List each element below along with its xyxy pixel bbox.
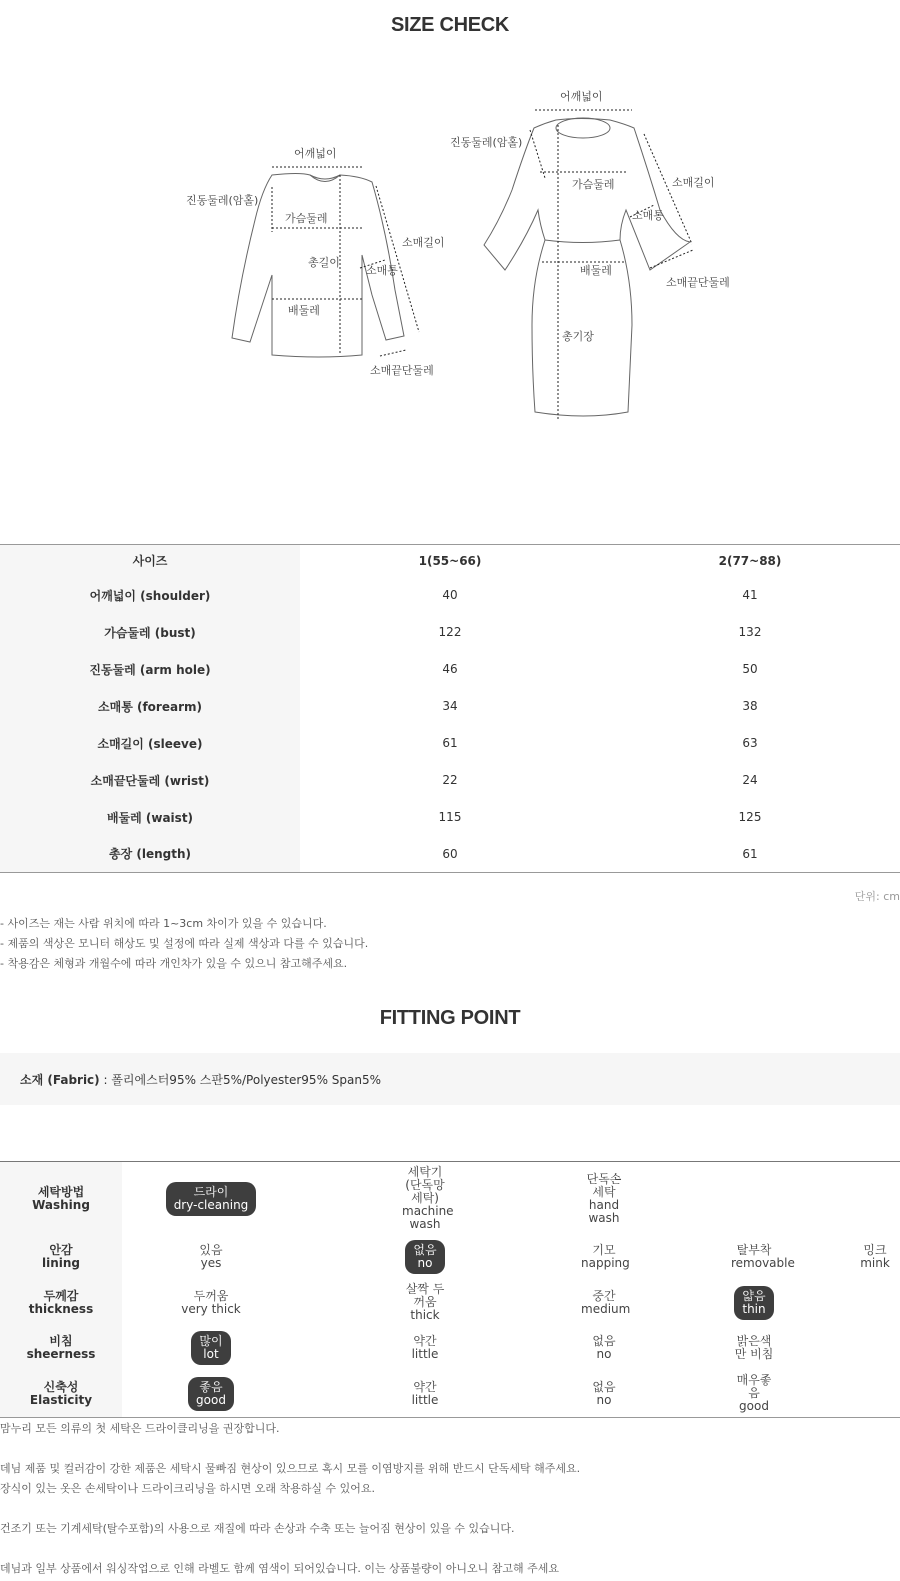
fitting-option bbox=[723, 1370, 785, 1417]
care-line: 데님 제품 및 컬러감이 강한 제품은 세탁시 물빠짐 현상이 있으므로 혹시 모를 이염방지를 위해 반드시 단독세탁 해주세요. bbox=[0, 1462, 581, 1475]
option-ko: 없음 bbox=[592, 1334, 616, 1348]
option-ko: 없음 bbox=[592, 1379, 616, 1394]
fitting-row-label bbox=[0, 1326, 122, 1370]
care-line: 건조기 또는 기계세탁(탈수포함)의 사용으로 재질에 따라 손상과 수축 또는 늘어짐 현상이 있을 수 있습니다. bbox=[0, 1522, 515, 1535]
table-row bbox=[0, 799, 900, 836]
size-check-title: SIZE CHECK bbox=[390, 14, 510, 36]
fabric-info bbox=[0, 1053, 900, 1105]
fitting-cell bbox=[550, 1235, 658, 1279]
fitting-option-selected bbox=[734, 1286, 773, 1320]
row-label: 가슴둘레 (bust) bbox=[0, 614, 300, 651]
care-line bbox=[0, 1539, 580, 1559]
dress-label-length: 총기장 bbox=[562, 330, 594, 343]
dress-label-bust: 가슴둘레 bbox=[572, 178, 615, 191]
fitting-label-ko: 안감 bbox=[49, 1243, 73, 1257]
fitting-cell bbox=[850, 1235, 900, 1279]
fitting-label-en: Elasticity bbox=[29, 1392, 93, 1407]
top-label-sleeve: 소매길이 bbox=[402, 236, 445, 249]
care-line bbox=[0, 1499, 580, 1519]
fitting-cell bbox=[850, 1162, 900, 1236]
fitting-option bbox=[584, 1331, 623, 1365]
unit-label: 단위: cm bbox=[854, 890, 900, 903]
top-label-length: 총길이 bbox=[308, 256, 340, 269]
fitting-row bbox=[0, 1279, 900, 1326]
fitting-row bbox=[0, 1370, 900, 1418]
fabric-label: 소재 (Fabric) bbox=[20, 1073, 100, 1087]
fitting-cell bbox=[550, 1279, 658, 1326]
fitting-option-selected bbox=[188, 1377, 234, 1411]
table-row bbox=[0, 762, 900, 799]
fitting-cell bbox=[850, 1279, 900, 1326]
top-label-shoulder: 어깨넓이 bbox=[294, 147, 337, 160]
fitting-option bbox=[394, 1279, 456, 1326]
care-line: 장식이 있는 옷은 손세탁이나 드라이크리닝을 하시면 오래 착용하실 수 있어요. bbox=[0, 1482, 375, 1495]
option-en: yes bbox=[200, 1256, 222, 1270]
row-value: 22 bbox=[442, 773, 458, 787]
fitting-option-selected bbox=[166, 1182, 257, 1216]
fitting-option bbox=[723, 1240, 795, 1274]
note-line: - 사이즈는 재는 사람 위치에 따라 1~3cm 차이가 있을 수 있습니다. bbox=[0, 917, 327, 930]
option-en: mink bbox=[860, 1256, 890, 1270]
row-value: 115 bbox=[438, 810, 462, 824]
fitting-cell bbox=[122, 1370, 300, 1418]
option-en: thin bbox=[742, 1301, 766, 1316]
row-value: 61 bbox=[742, 846, 758, 861]
option-en: thick bbox=[410, 1308, 440, 1322]
option-en: no bbox=[596, 1392, 612, 1407]
row-value: 61 bbox=[442, 736, 458, 750]
top-measure-lines bbox=[272, 167, 419, 356]
dress-label-forearm: 소매통 bbox=[632, 209, 664, 222]
fitting-cell bbox=[122, 1235, 300, 1279]
table-row bbox=[0, 577, 900, 614]
fitting-label-en: thickness bbox=[28, 1301, 94, 1316]
fitting-option bbox=[573, 1286, 635, 1320]
option-en: medium bbox=[581, 1301, 631, 1316]
fitting-option-selected bbox=[191, 1331, 230, 1365]
fitting-cell bbox=[658, 1279, 850, 1326]
option-ko: 약간 bbox=[413, 1334, 437, 1348]
option-en: napping bbox=[581, 1256, 630, 1270]
fitting-cell bbox=[658, 1235, 850, 1279]
option-ko: 없음 bbox=[413, 1243, 437, 1257]
option-ko: 드라이 bbox=[193, 1184, 229, 1199]
row-value: 40 bbox=[442, 588, 458, 602]
fitting-option bbox=[404, 1331, 447, 1365]
fitting-cell bbox=[300, 1279, 550, 1326]
size-table-header bbox=[0, 545, 900, 577]
fitting-label-ko: 세탁방법 bbox=[37, 1184, 85, 1199]
fitting-cell bbox=[300, 1235, 550, 1279]
fitting-cell bbox=[300, 1162, 550, 1236]
fitting-label-ko: 신축성 bbox=[43, 1379, 79, 1394]
option-ko: 좋음 bbox=[199, 1379, 223, 1394]
fitting-cell bbox=[658, 1326, 850, 1370]
row-value: 63 bbox=[742, 736, 758, 750]
fitting-label-en: sheerness bbox=[26, 1347, 96, 1361]
dress-label-sleeve: 소매길이 bbox=[672, 176, 715, 189]
fitting-option bbox=[573, 1169, 635, 1229]
row-label: 소매통 (forearm) bbox=[0, 688, 300, 725]
fitting-row bbox=[0, 1162, 900, 1236]
fitting-cell bbox=[122, 1162, 300, 1236]
fitting-option bbox=[191, 1240, 230, 1274]
fitting-cell bbox=[550, 1370, 658, 1418]
fitting-row-label bbox=[0, 1235, 122, 1279]
option-en: very thick bbox=[181, 1301, 241, 1316]
fitting-row-label bbox=[0, 1370, 122, 1418]
dress-label-wrist: 소매끝단둘레 bbox=[666, 276, 730, 289]
option-ko: 세탁기(단독망세탁) bbox=[405, 1165, 445, 1205]
fitting-option bbox=[723, 1331, 785, 1365]
row-label: 소매끝단둘레 (wrist) bbox=[0, 762, 300, 799]
fitting-cell bbox=[550, 1162, 658, 1236]
row-value: 46 bbox=[442, 662, 458, 676]
row-value: 122 bbox=[438, 625, 462, 639]
care-line: 맘누리 모든 의류의 첫 세탁은 드라이클리닝을 권장합니다. bbox=[0, 1422, 280, 1435]
fitting-option bbox=[394, 1162, 456, 1235]
option-ko: 밝은색만 비침 bbox=[734, 1334, 774, 1361]
option-en: good bbox=[739, 1399, 769, 1413]
dress-label-waist: 배둘레 bbox=[580, 264, 612, 277]
row-value: 125 bbox=[738, 810, 762, 824]
fitting-cell bbox=[658, 1370, 850, 1418]
fitting-cell bbox=[122, 1279, 300, 1326]
fitting-cell bbox=[658, 1162, 850, 1236]
fitting-label-en: lining bbox=[41, 1256, 80, 1270]
fitting-row-label bbox=[0, 1279, 122, 1326]
note-line: - 제품의 색상은 모니터 해상도 및 설정에 따라 실제 색상과 다를 수 있습니다. bbox=[0, 937, 369, 950]
row-value: 50 bbox=[742, 662, 758, 676]
fitting-option bbox=[867, 1389, 883, 1397]
row-label: 소매길이 (sleeve) bbox=[0, 725, 300, 762]
option-ko: 얇음 bbox=[742, 1288, 766, 1303]
size-notes bbox=[0, 914, 368, 974]
note-line: - 착용감은 체형과 개월수에 따라 개인차가 있을 수 있으니 참고해주세요. bbox=[0, 957, 348, 970]
fitting-option bbox=[173, 1286, 249, 1320]
dress-label-armhole: 진동둘레(암홀) bbox=[450, 136, 523, 149]
row-value: 60 bbox=[442, 846, 458, 861]
option-en: little bbox=[411, 1392, 439, 1407]
fitting-cell bbox=[850, 1326, 900, 1370]
option-en: no bbox=[417, 1256, 433, 1270]
option-en: little bbox=[411, 1347, 439, 1361]
fitting-cell bbox=[122, 1326, 300, 1370]
row-value: 24 bbox=[742, 773, 758, 787]
care-notes bbox=[0, 1419, 580, 1579]
row-value: 41 bbox=[742, 588, 758, 602]
fitting-option bbox=[573, 1240, 635, 1274]
size-diagram bbox=[0, 80, 900, 440]
option-ko: 약간 bbox=[413, 1379, 437, 1394]
option-en: removable bbox=[731, 1256, 795, 1270]
top-label-waist: 배둘레 bbox=[288, 304, 320, 317]
row-label: 진동둘레 (arm hole) bbox=[0, 651, 300, 688]
row-value: 132 bbox=[738, 625, 762, 639]
option-ko: 살짝 두꺼움 bbox=[405, 1282, 445, 1309]
option-ko: 있음 bbox=[199, 1243, 223, 1257]
fitting-row bbox=[0, 1235, 900, 1279]
fitting-cell bbox=[550, 1326, 658, 1370]
table-row bbox=[0, 836, 900, 873]
size-table bbox=[0, 544, 900, 873]
fitting-table bbox=[0, 1161, 900, 1418]
row-label: 배둘레 (waist) bbox=[0, 799, 300, 836]
row-value: 34 bbox=[442, 699, 458, 713]
fitting-option bbox=[867, 1298, 883, 1306]
option-en: hand wash bbox=[588, 1197, 620, 1225]
fitting-point-title: FITTING POINT bbox=[379, 1007, 521, 1029]
option-ko: 중간 bbox=[592, 1288, 616, 1303]
table-row bbox=[0, 651, 900, 688]
fitting-option bbox=[867, 1344, 883, 1352]
size-header-label: 사이즈 bbox=[0, 545, 300, 577]
fitting-option bbox=[584, 1377, 623, 1411]
fitting-option-selected bbox=[405, 1240, 444, 1274]
care-line bbox=[0, 1439, 580, 1459]
top-label-wrist: 소매끝단둘레 bbox=[370, 364, 434, 377]
fitting-label-en: Washing bbox=[32, 1197, 90, 1212]
option-ko: 매우좋음 bbox=[736, 1373, 772, 1400]
fabric-value: : 폴리에스터95% 스판5%/Polyester95% Span5% bbox=[99, 1073, 382, 1087]
fitting-option bbox=[852, 1240, 898, 1274]
top-label-forearm: 소매통 bbox=[366, 264, 398, 277]
size-header-1: 1(55~66) bbox=[418, 553, 482, 568]
option-ko: 기모 bbox=[592, 1243, 616, 1257]
option-ko: 단독손세탁 bbox=[586, 1171, 622, 1199]
option-ko: 두꺼움 bbox=[193, 1288, 229, 1303]
option-ko: 밍크 bbox=[863, 1243, 887, 1257]
fitting-row bbox=[0, 1326, 900, 1370]
option-ko: 많이 bbox=[199, 1334, 223, 1348]
top-label-bust: 가슴둘레 bbox=[285, 212, 328, 225]
fitting-label-ko: 비침 bbox=[49, 1334, 73, 1348]
fitting-cell bbox=[850, 1370, 900, 1418]
row-label: 어깨넓이 (shoulder) bbox=[0, 577, 300, 614]
fitting-option bbox=[404, 1377, 447, 1411]
table-row bbox=[0, 688, 900, 725]
size-header-2: 2(77~88) bbox=[718, 553, 782, 568]
option-en: lot bbox=[203, 1347, 219, 1361]
option-en: machine wash bbox=[402, 1204, 454, 1231]
table-row bbox=[0, 725, 900, 762]
fitting-option bbox=[746, 1194, 762, 1202]
row-label: 총장 (length) bbox=[0, 836, 300, 873]
option-en: good bbox=[196, 1392, 226, 1407]
top-label-armhole: 진동둘레(암홀) bbox=[186, 194, 259, 207]
fitting-label-ko: 두께감 bbox=[43, 1288, 79, 1303]
option-ko: 탈부착 bbox=[736, 1243, 772, 1257]
dress-label-shoulder: 어깨넓이 bbox=[560, 90, 603, 103]
care-line: 데님과 일부 상품에서 워싱작업으로 인해 라벨도 함께 염색이 되어있습니다. 이는 상품불량이 아니오니 참고해 주세요 bbox=[0, 1562, 559, 1575]
fitting-option bbox=[867, 1194, 883, 1202]
table-row bbox=[0, 614, 900, 651]
option-en: no bbox=[596, 1347, 612, 1361]
fitting-cell bbox=[300, 1326, 550, 1370]
fitting-row-label bbox=[0, 1162, 122, 1236]
option-en: dry-cleaning bbox=[173, 1197, 249, 1212]
fitting-cell bbox=[300, 1370, 550, 1418]
row-value: 38 bbox=[742, 699, 758, 713]
